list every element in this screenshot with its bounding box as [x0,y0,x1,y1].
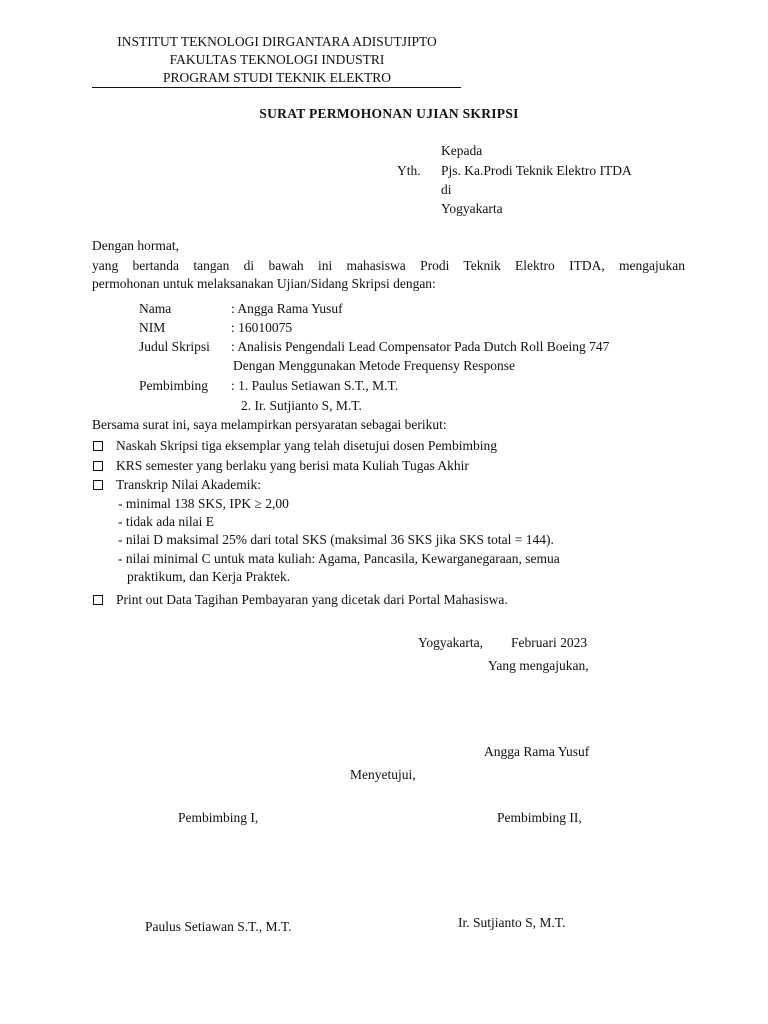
requirement-sub-1: - minimal 138 SKS, IPK ≥ 2,00 [118,496,289,511]
requirement-sub-4a: - nilai minimal C untuk mata kuliah: Agama, Pancasila, Kewarganegaraan, semua [118,551,560,566]
header-institute: INSTITUT TEKNOLOGI DIRGANTARA ADISUTJIPTO [117,34,437,49]
greeting: Dengan hormat, [92,238,179,253]
checkbox-icon [93,461,103,471]
field-nama-value: : Angga Rama Yusuf [231,301,343,316]
field-nim-value: : 16010075 [231,320,293,335]
requirement-item-2: KRS semester yang berlaku yang berisi mata Kuliah Tugas Akhir [116,458,469,473]
requirement-item-4: Print out Data Tagihan Pembayaran yang dicetak dari Portal Mahasiswa. [116,592,508,607]
address-kepada: Kepada [441,143,483,158]
header-divider [92,87,461,88]
checkbox-icon [93,441,103,451]
advisor-1-name: Paulus Setiawan S.T., M.T. [145,919,292,934]
advisor-2-label: Pembimbing II, [497,810,582,825]
applicant-label: Yang mengajukan, [488,658,589,673]
letter-title: SURAT PERMOHONAN UJIAN SKRIPSI [259,106,519,121]
checkbox-icon [93,595,103,605]
field-pembimbing-value-1: : 1. Paulus Setiawan S.T., M.T. [231,378,399,393]
intro-line-2: permohonan untuk melaksanakan Ujian/Sidang Skripsi dengan: [92,276,436,291]
address-yth: Yth. [397,163,421,178]
requirement-sub-4b: praktikum, dan Kerja Praktek. [127,569,291,584]
requirement-sub-3: - nilai D maksimal 25% dari total SKS (maksimal 36 SKS jika SKS total = 144). [118,532,554,547]
advisor-2-name: Ir. Sutjianto S, M.T. [458,915,566,930]
address-di: di [441,182,452,197]
address-recipient: Pjs. Ka.Prodi Teknik Elektro ITDA [441,163,632,178]
intro-line-1: yang bertanda tangan di bawah ini mahasiswa Prodi Teknik Elektro ITDA, mengajukan [92,258,685,273]
closing-date: Februari 2023 [511,635,588,650]
advisor-1-label: Pembimbing I, [178,810,259,825]
requirement-item-3: Transkrip Nilai Akademik: [116,477,261,492]
applicant-name: Angga Rama Yusuf [484,744,590,759]
field-nim-label: NIM [139,320,166,335]
header-program: PROGRAM STUDI TEKNIK ELEKTRO [162,70,392,85]
field-pembimbing-label: Pembimbing [139,378,209,393]
header-faculty: FAKULTAS TEKNOLOGI INDUSTRI [169,52,385,67]
field-judul-value-2: Dengan Menggunakan Metode Frequensy Response [233,358,515,373]
requirement-sub-2: - tidak ada nilai E [118,514,214,529]
field-nama-label: Nama [139,301,172,316]
field-judul-value-1: : Analisis Pengendali Lead Compensator Pada Dutch Roll Boeing 747 [231,339,610,354]
requirement-item-1: Naskah Skripsi tiga eksemplar yang telah disetujui dosen Pembimbing [116,438,497,453]
closing-place: Yogyakarta, [418,635,483,650]
address-city: Yogyakarta [441,201,503,216]
approval-label: Menyetujui, [350,767,416,782]
requirements-intro: Bersama surat ini, saya melampirkan persyaratan sebagai berikut: [92,417,447,432]
field-pembimbing-value-2: 2. Ir. Sutjianto S, M.T. [241,398,362,413]
field-judul-label: Judul Skripsi [139,339,210,354]
checkbox-icon [93,480,103,490]
